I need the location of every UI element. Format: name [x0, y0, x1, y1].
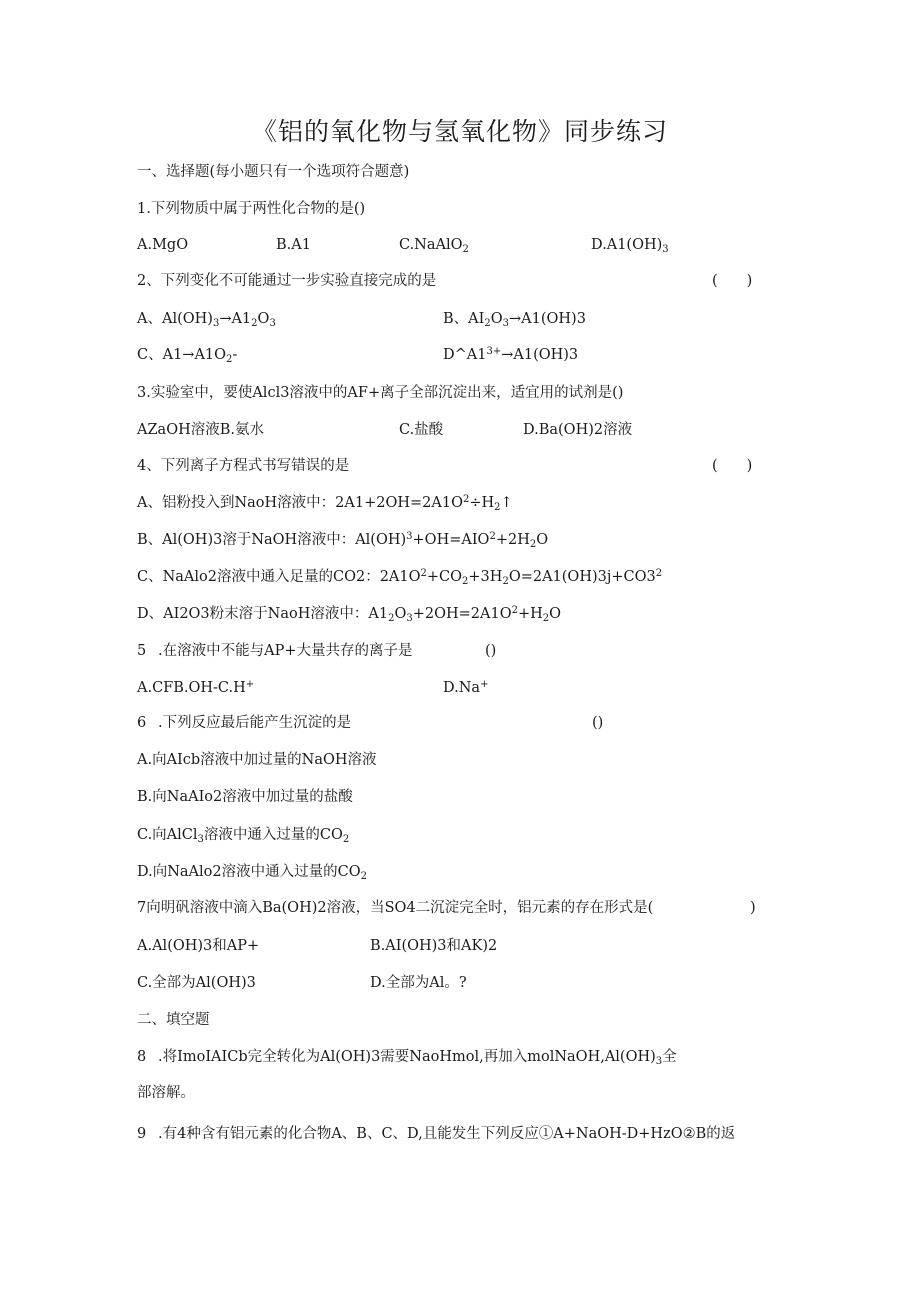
section-heading-fill: 二、填空题	[137, 1012, 210, 1028]
q2-option-a: A、$Al(OH)_3\to A1_2O_3$	[137, 311, 276, 329]
q8-number: 8	[137, 1049, 147, 1065]
q7-stem: 7向明矾溶液中滴入Ba(OH)2溶液，当SO4二沉淀完全时，铝元素的存在形式是(	[137, 900, 654, 916]
q1-stem: 1.下列物质中属于两性化合物的是()	[137, 201, 366, 217]
q2-answer-blank: ( )	[712, 273, 753, 289]
q9-text-line1: .有4种含有铝元素的化合物A、B、C、D,且能发生下列反应①A+NaOH-D+HzO②B的返	[158, 1126, 736, 1142]
section-heading-choice: 一、选择题(每小题只有一个选项符合题意)	[137, 164, 410, 180]
q2-stem: 2、下列变化不可能通过一步实验直接完成的是	[137, 273, 437, 289]
page-title: 《铝的氧化物与氢氧化物》同步练习	[251, 117, 668, 146]
q7-option-c: C.全部为Al(OH)3	[137, 975, 256, 991]
q7-answer-blank-end: )	[750, 900, 756, 916]
q7-option-d: D.全部为Al。?	[370, 975, 467, 991]
q6-stem: .下列反应最后能产生沉淀的是	[158, 715, 352, 731]
q3-option-c: C.盐酸	[399, 422, 444, 438]
q5-stem: .在溶液中不能与AP+大量共存的离子是	[158, 643, 413, 659]
q2-option-c: C、$A1\to A1O_2-$	[137, 347, 238, 365]
q5-answer-blank: ()	[485, 643, 497, 659]
q2-option-d: $D\^{}A1^{3+}\to A1(OH)3$	[443, 346, 579, 363]
q4-answer-blank: ( )	[712, 458, 753, 474]
q1-option-d: $D.A1(OH)_3$	[591, 237, 669, 255]
q6-option-a: A.向AIcb溶液中加过量的NaOH溶液	[137, 752, 377, 768]
q4-option-d: D、AI2O3粉末溶于NaoH溶液中：$A1_2O_3+2OH=2A1O^2+H_2O$	[137, 605, 562, 624]
q3-option-ab: AZaOH溶液B.氨水	[137, 422, 264, 438]
q1-option-c: C.NaAlO$_2$	[399, 237, 469, 255]
q8-text-line1: .将ImoIAICb完全转化为Al(OH)3需要NaoHmol,再加入$molNaOH,Al(OH)_3$全	[158, 1049, 677, 1067]
q6-answer-blank: ()	[592, 715, 604, 731]
q4-option-a: A、铝粉投入到NaoH溶液中：$2A1+2OH=2A1O^2\div H_2↑$	[137, 494, 513, 513]
q8-text-line2: 部溶解。	[137, 1085, 195, 1101]
q2-option-b: B、$AI_2O_3\to A1(OH)3$	[443, 311, 586, 329]
q1-option-a: A.MgO	[137, 237, 189, 253]
q5-option-d: D.Na+	[443, 679, 489, 696]
q4-option-c: C、NaAlo2溶液中通入足量的CO2：$2A1O^2+CO_2+3H_2O=2A1(OH)3j+CO3^2$	[137, 568, 663, 587]
q4-stem: 4、下列离子方程式书写错误的是	[137, 458, 350, 474]
q9-number: 9	[137, 1126, 147, 1142]
q7-option-b: B.AI(OH)3和AK)2	[370, 938, 498, 954]
q5-number: 5	[137, 643, 147, 659]
q6-option-b: B.向NaAIo2溶液中加过量的盐酸	[137, 789, 353, 805]
q3-option-d: D.Ba(OH)2溶液	[523, 422, 633, 438]
q1-option-b: B.A1	[276, 237, 311, 253]
q6-option-c: C.向AlCl$_3$溶液中通入过量的$CO_2$	[137, 827, 350, 845]
q7-option-a: A.Al(OH)3和AP+	[137, 938, 260, 954]
q5-options-abc: A.CFB.OH-C.H+	[137, 679, 255, 696]
q4-option-b: B、Al(OH)3溶于NaOH溶液中：$Al(OH)^3+OH=AIO^2+2H_2O$	[137, 531, 549, 550]
q6-option-d: D.向NaAlo2溶液中通入过量的$CO_2$	[137, 864, 367, 882]
q6-number: 6	[137, 715, 147, 731]
q3-stem: 3.实验室中，要使Alcl3溶液中的AF+离子全部沉淀出来，适宜用的试剂是()	[137, 385, 624, 401]
